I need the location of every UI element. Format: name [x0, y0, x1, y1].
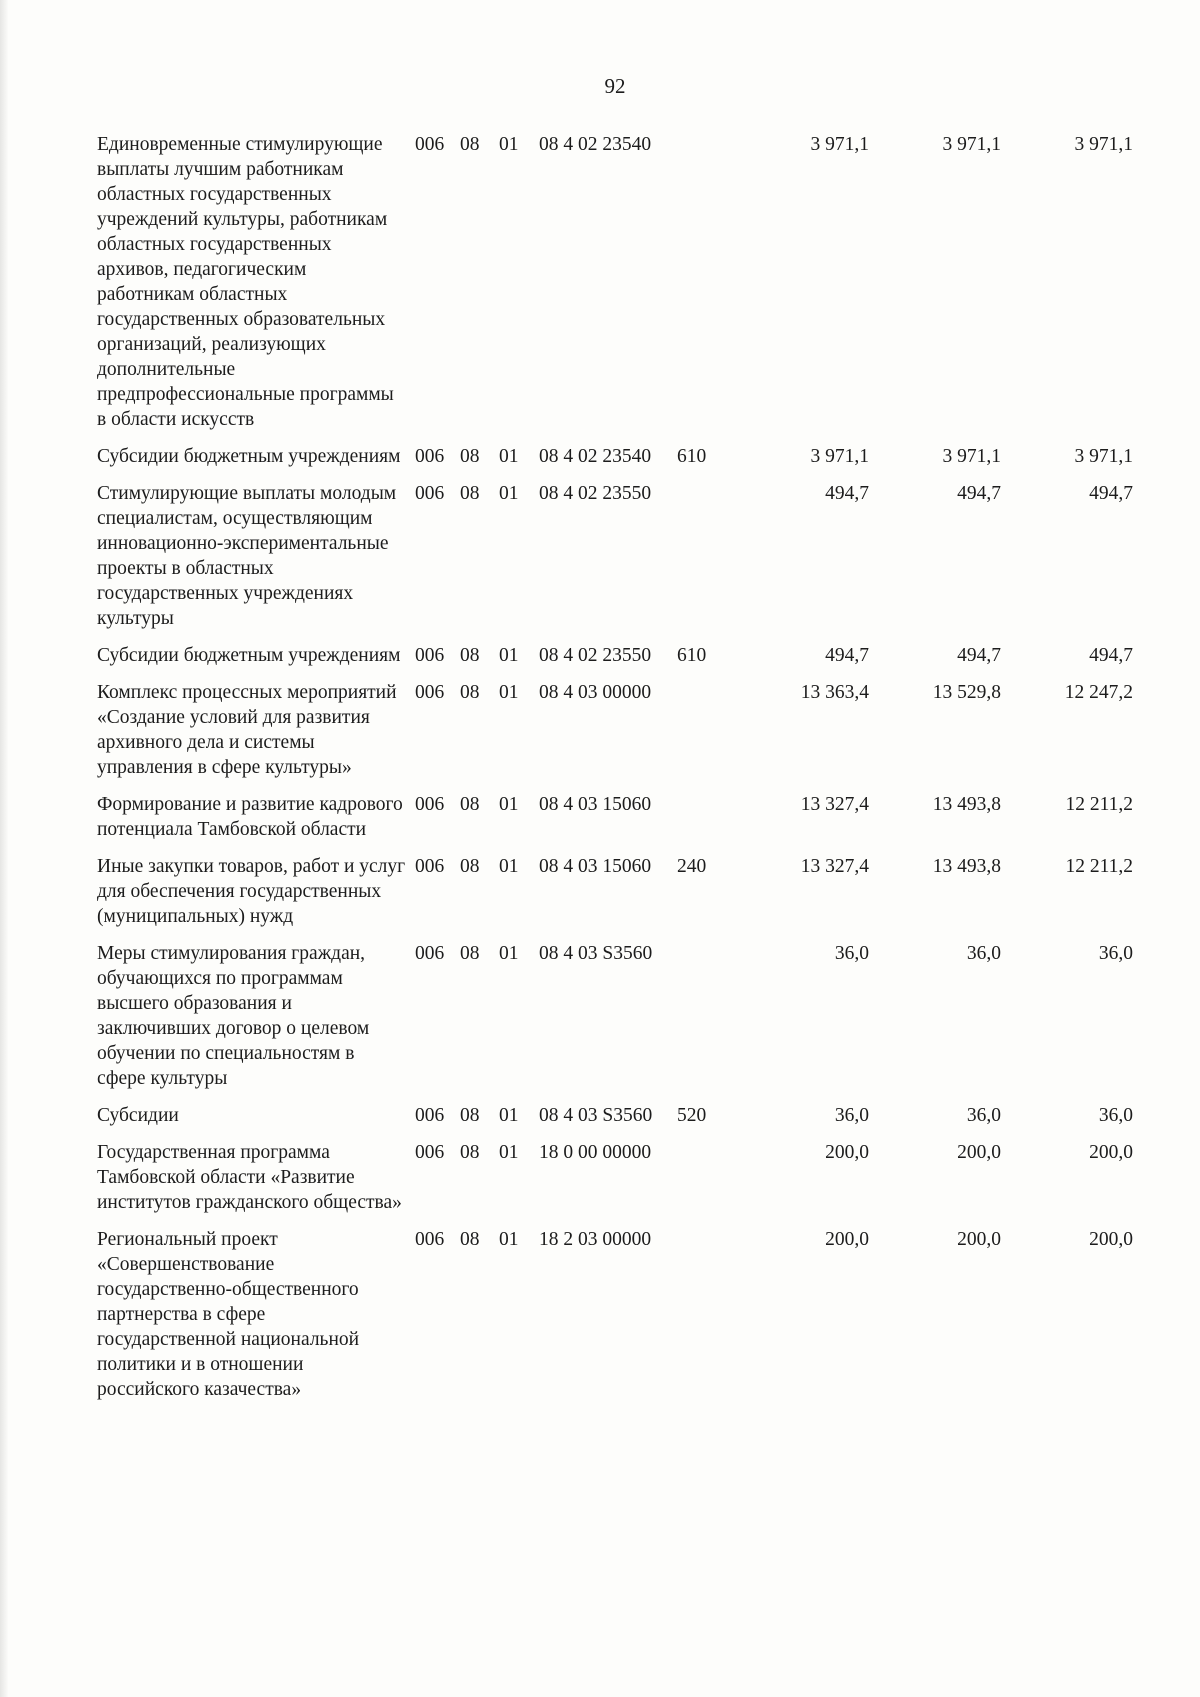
row-ved-code: 006 [415, 682, 445, 703]
row-amount-year1: 200,0 [825, 1142, 869, 1163]
row-expense-type [677, 132, 737, 444]
row-target-article: 08 4 03 00000 [539, 682, 652, 703]
row-name: Субсидии бюджетным учреждениям [97, 645, 401, 666]
row-subsection-code: 01 [499, 856, 519, 877]
row-section-code: 08 [460, 134, 480, 155]
row-subsection-code: 01 [499, 446, 519, 467]
row-amount-year1: 13 327,4 [800, 856, 869, 877]
row-ved-code: 006 [415, 1105, 445, 1126]
row-target-article: 08 4 03 15060 [539, 856, 652, 877]
table-row [97, 132, 1133, 444]
row-subsection-code: 01 [499, 794, 519, 815]
row-amount-year1: 13 327,4 [800, 794, 869, 815]
row-subsection-code: 01 [499, 1105, 519, 1126]
row-expense-type [677, 941, 737, 1103]
row-section-code: 08 [460, 943, 480, 964]
row-expense-type [677, 1227, 737, 1414]
table-row [97, 1140, 1133, 1227]
row-ved-code: 006 [415, 1229, 445, 1250]
table-row [97, 444, 1133, 481]
row-subsection-code: 01 [499, 645, 519, 666]
row-amount-year3: 494,7 [1089, 645, 1133, 666]
row-target-article: 08 4 02 23540 [539, 134, 652, 155]
table-row [97, 1227, 1133, 1414]
row-section-code: 08 [460, 645, 480, 666]
row-section-code: 08 [460, 446, 480, 467]
row-name: Региональный проект «Совершенствование государственно-общественного партнерства в сфере государственной национальной политики и в отношении российского казачества» [97, 1229, 360, 1400]
row-amount-year2: 13 493,8 [932, 794, 1001, 815]
row-name: Иные закупки товаров, работ и услуг для обеспечения государственных (муниципальных) нужд [97, 856, 406, 927]
row-name: Государственная программа Тамбовской области «Развитие институтов гражданского общества» [97, 1142, 402, 1213]
row-section-code: 08 [460, 682, 480, 703]
row-amount-year3: 12 211,2 [1065, 856, 1133, 877]
row-amount-year1: 3 971,1 [810, 446, 869, 467]
row-amount-year2: 36,0 [966, 1105, 1001, 1126]
row-name: Субсидии бюджетным учреждениям [97, 446, 401, 467]
row-ved-code: 006 [415, 1142, 445, 1163]
row-subsection-code: 01 [499, 134, 519, 155]
row-amount-year2: 13 493,8 [932, 856, 1001, 877]
row-amount-year2: 200,0 [957, 1229, 1001, 1250]
scan-edge [0, 0, 8, 1697]
row-amount-year1: 200,0 [825, 1229, 869, 1250]
row-amount-year2: 494,7 [957, 645, 1001, 666]
row-section-code: 08 [460, 794, 480, 815]
row-target-article: 08 4 03 15060 [539, 794, 652, 815]
row-section-code: 08 [460, 483, 480, 504]
row-expense-type [677, 481, 737, 643]
row-name: Комплекс процессных мероприятий «Создание условий для развития архивного дела и системы управления в сфере культуры» [97, 682, 397, 778]
row-ved-code: 006 [415, 943, 445, 964]
row-amount-year2: 36,0 [966, 943, 1001, 964]
row-target-article: 18 2 03 00000 [539, 1229, 652, 1250]
row-amount-year1: 36,0 [834, 1105, 869, 1126]
row-section-code: 08 [460, 856, 480, 877]
row-name: Меры стимулирования граждан, обучающихся по программам высшего образования и заключивших договор о целевом обучении по специальностям в сфере культуры [97, 943, 370, 1089]
row-amount-year1: 3 971,1 [810, 134, 869, 155]
row-target-article: 08 4 02 23550 [539, 483, 652, 504]
row-amount-year2: 494,7 [957, 483, 1001, 504]
table-row [97, 1103, 1133, 1140]
row-name: Субсидии [97, 1105, 179, 1126]
row-amount-year1: 494,7 [825, 645, 869, 666]
row-amount-year3: 36,0 [1098, 1105, 1133, 1126]
row-subsection-code: 01 [499, 682, 519, 703]
row-expense-type [677, 1140, 737, 1227]
row-section-code: 08 [460, 1229, 480, 1250]
row-amount-year1: 494,7 [825, 483, 869, 504]
budget-table [97, 132, 1133, 1414]
row-ved-code: 006 [415, 134, 445, 155]
row-expense-type: 610 [677, 446, 707, 467]
row-amount-year3: 494,7 [1089, 483, 1133, 504]
row-ved-code: 006 [415, 446, 445, 467]
row-ved-code: 006 [415, 645, 445, 666]
row-amount-year3: 12 211,2 [1065, 794, 1133, 815]
row-expense-type: 240 [677, 856, 707, 877]
row-expense-type [677, 792, 737, 854]
row-ved-code: 006 [415, 483, 445, 504]
table-row [97, 854, 1133, 941]
row-amount-year3: 200,0 [1089, 1142, 1133, 1163]
row-amount-year1: 36,0 [834, 943, 869, 964]
table-row [97, 941, 1133, 1103]
row-subsection-code: 01 [499, 1229, 519, 1250]
page-number: 92 [604, 74, 626, 98]
row-subsection-code: 01 [499, 943, 519, 964]
row-name: Единовременные стимулирующие выплаты лучшим работникам областных государственных учреждений культуры, работникам областных государственных архивов, педагогическим работникам областных государственных образовательных организаций, реализующих дополнительные предпрофессиональные программы в области искусств [97, 134, 394, 430]
row-ved-code: 006 [415, 794, 445, 815]
row-amount-year3: 3 971,1 [1074, 134, 1133, 155]
row-amount-year2: 200,0 [957, 1142, 1001, 1163]
row-expense-type [677, 680, 737, 792]
row-amount-year2: 3 971,1 [942, 134, 1001, 155]
row-target-article: 08 4 03 S3560 [539, 943, 653, 964]
row-section-code: 08 [460, 1142, 480, 1163]
row-amount-year1: 13 363,4 [800, 682, 869, 703]
row-ved-code: 006 [415, 856, 445, 877]
table-row [97, 680, 1133, 792]
row-amount-year3: 200,0 [1089, 1229, 1133, 1250]
row-target-article: 18 0 00 00000 [539, 1142, 652, 1163]
table-row [97, 481, 1133, 643]
row-name: Формирование и развитие кадрового потенциала Тамбовской области [97, 794, 403, 840]
table-row [97, 792, 1133, 854]
row-target-article: 08 4 02 23540 [539, 446, 652, 467]
row-section-code: 08 [460, 1105, 480, 1126]
row-amount-year3: 36,0 [1098, 943, 1133, 964]
row-expense-type: 610 [677, 645, 707, 666]
row-name: Стимулирующие выплаты молодым специалистам, осуществляющим инновационно-экспериментальные проекты в областных государственных учреждениях культуры [97, 483, 397, 629]
row-amount-year3: 3 971,1 [1074, 446, 1133, 467]
row-amount-year3: 12 247,2 [1064, 682, 1133, 703]
row-amount-year2: 13 529,8 [932, 682, 1001, 703]
table-row [97, 643, 1133, 680]
row-target-article: 08 4 03 S3560 [539, 1105, 653, 1126]
budget-table-body [97, 132, 1133, 1414]
row-target-article: 08 4 02 23550 [539, 645, 652, 666]
row-subsection-code: 01 [499, 1142, 519, 1163]
row-expense-type: 520 [677, 1105, 707, 1126]
row-amount-year2: 3 971,1 [942, 446, 1001, 467]
row-subsection-code: 01 [499, 483, 519, 504]
